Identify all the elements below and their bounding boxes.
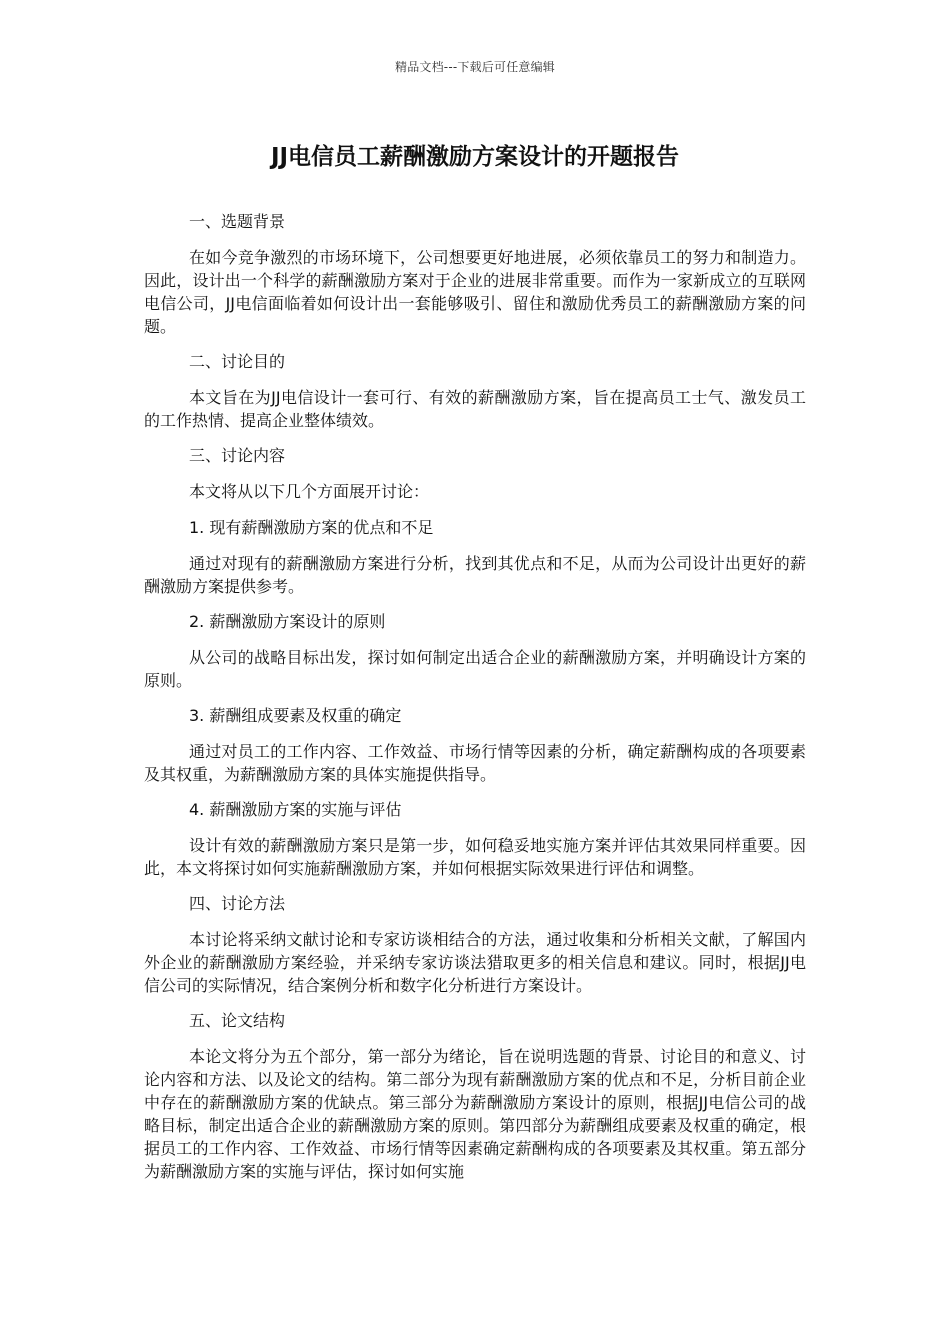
body-paragraph: 通过对现有的薪酬激励方案进行分析，找到其优点和不足，从而为公司设计出更好的薪酬激励方案提供参考。 [144,554,806,596]
section-heading: 3. 薪酬组成要素及权重的确定 [189,706,402,725]
section-heading: 一、选题背景 [189,212,286,231]
section-heading: 本文将从以下几个方面展开讨论： [189,482,430,501]
section-heading: 四、讨论方法 [189,894,286,913]
body-paragraph: 设计有效的薪酬激励方案只是第一步，如何稳妥地实施方案并评估其效果同样重要。因此，本文将探讨如何实施薪酬激励方案，并如何根据实际效果进行评估和调整。 [144,836,806,878]
body-paragraph: 在如今竞争激烈的市场环境下，公司想要更好地进展，必须依靠员工的努力和制造力。因此，设计出一个科学的薪酬激励方案对于企业的进展非常重要。而作为一家新成立的互联网电信公司，JJ电信面临着如何设计出一套能够吸引、留住和激励优秀员工的薪酬激励方案的问题。 [144,248,806,336]
document-body [144,210,806,1195]
body-paragraph: 本文旨在为JJ电信设计一套可行、有效的薪酬激励方案，旨在提高员工士气、激发员工的工作热情、提高企业整体绩效。 [144,388,806,430]
header-note: 精品文档---下载后可任意编辑 [395,60,555,74]
section-heading: 1. 现有薪酬激励方案的优点和不足 [189,518,434,537]
body-paragraph: 从公司的战略目标出发，探讨如何制定出适合企业的薪酬激励方案，并明确设计方案的原则。 [144,648,806,690]
body-paragraph: 通过对员工的工作内容、工作效益、市场行情等因素的分析，确定薪酬构成的各项要素及其权重，为薪酬激励方案的具体实施提供指导。 [144,742,806,784]
section-heading: 三、讨论内容 [189,446,286,465]
section-heading: 2. 薪酬激励方案设计的原则 [189,612,386,631]
body-paragraph: 本讨论将采纳文献讨论和专家访谈相结合的方法，通过收集和分析相关文献，了解国内外企业的薪酬激励方案经验，并采纳专家访谈法猎取更多的相关信息和建议。同时，根据JJ电信公司的实际情况，结合案例分析和数字化分析进行方案设计。 [144,930,806,995]
section-heading: 4. 薪酬激励方案的实施与评估 [189,800,402,819]
body-paragraph: 本论文将分为五个部分，第一部分为绪论，旨在说明选题的背景、讨论目的和意义、讨论内容和方法、以及论文的结构。第二部分为现有薪酬激励方案的优点和不足，分析目前企业中存在的薪酬激励方案的优缺点。第三部分为薪酬激励方案设计的原则，根据JJ电信公司的战略目标，制定出适合企业的薪酬激励方案的原则。第四部分为薪酬组成要素及权重的确定，根据员工的工作内容、工作效益、市场行情等因素确定薪酬构成的各项要素及其权重。第五部分为薪酬激励方案的实施与评估，探讨如何实施 [144,1047,806,1181]
section-heading: 五、论文结构 [189,1011,286,1030]
document-title: JJ电信员工薪酬激励方案设计的开题报告 [270,144,680,170]
section-heading: 二、讨论目的 [189,352,286,371]
